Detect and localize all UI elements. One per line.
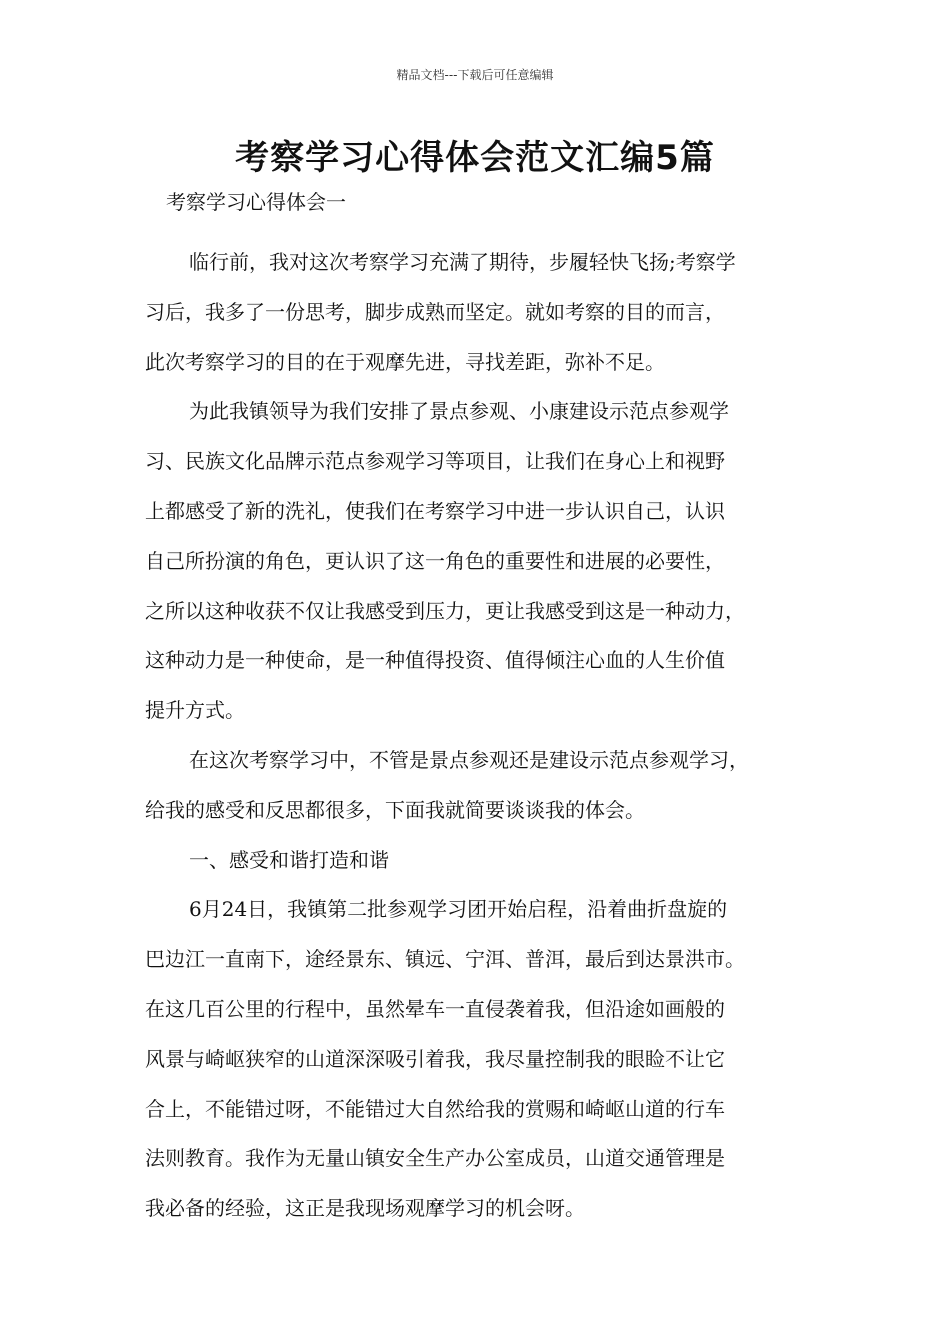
body-line: 在这几百公里的行程中，虽然晕车一直侵袭着我，但沿途如画般的 bbox=[145, 996, 725, 1021]
body-line: 这种动力是一种使命，是一种值得投资、值得倾注心血的人生价值 bbox=[145, 648, 725, 673]
body-line: 之所以这种收获不仅让我感受到压力，更让我感受到这是一种动力， bbox=[145, 598, 745, 623]
section-heading: 一、感受和谐打造和谐 bbox=[189, 847, 389, 872]
body-line: 为此我镇领导为我们安排了景点参观、小康建设示范点参观学 bbox=[189, 399, 729, 424]
body-line: 习、民族文化品牌示范点参观学习等项目，让我们在身心上和视野 bbox=[145, 449, 725, 474]
section-subtitle: 考察学习心得体会一 bbox=[166, 190, 346, 214]
body-line: 在这次考察学习中，不管是景点参观还是建设示范点参观学习， bbox=[189, 747, 749, 772]
body-line: 合上，不能错过呀，不能错过大自然给我的赏赐和崎岖山道的行车 bbox=[145, 1096, 725, 1121]
document-title: 考察学习心得体会范文汇编5篇 bbox=[235, 138, 715, 178]
body-line: 提升方式。 bbox=[145, 698, 245, 723]
body-line: 此次考察学习的目的在于观摩先进，寻找差距，弥补不足。 bbox=[145, 349, 665, 374]
body-line: 自己所扮演的角色，更认识了这一角色的重要性和进展的必要性， bbox=[145, 548, 725, 573]
body-line: 给我的感受和反思都很多，下面我就简要谈谈我的体会。 bbox=[145, 797, 645, 822]
body-line: 我必备的经验，这正是我现场观摩学习的机会呀。 bbox=[145, 1196, 585, 1221]
body-line: 法则教育。我作为无量山镇安全生产办公室成员，山道交通管理是 bbox=[145, 1146, 725, 1171]
body-line: 临行前，我对这次考察学习充满了期待，步履轻快飞扬;考察学 bbox=[189, 250, 736, 274]
body-line: 6月24日，我镇第二批参观学习团开始启程，沿着曲折盘旋的 bbox=[189, 897, 728, 922]
body-line: 上都感受了新的洗礼，使我们在考察学习中进一步认识自己，认识 bbox=[145, 498, 725, 523]
body-line: 习后，我多了一份思考，脚步成熟而坚定。就如考察的目的而言， bbox=[145, 299, 725, 324]
body-line: 风景与崎岖狭窄的山道深深吸引着我，我尽量控制我的眼睑不让它 bbox=[145, 1046, 725, 1071]
page-header-note: 精品文档---下载后可任意编辑 bbox=[396, 68, 554, 82]
body-line: 巴边江一直南下，途经景东、镇远、宁洱、普洱，最后到达景洪市。 bbox=[145, 947, 745, 972]
document-body bbox=[145, 238, 825, 1234]
